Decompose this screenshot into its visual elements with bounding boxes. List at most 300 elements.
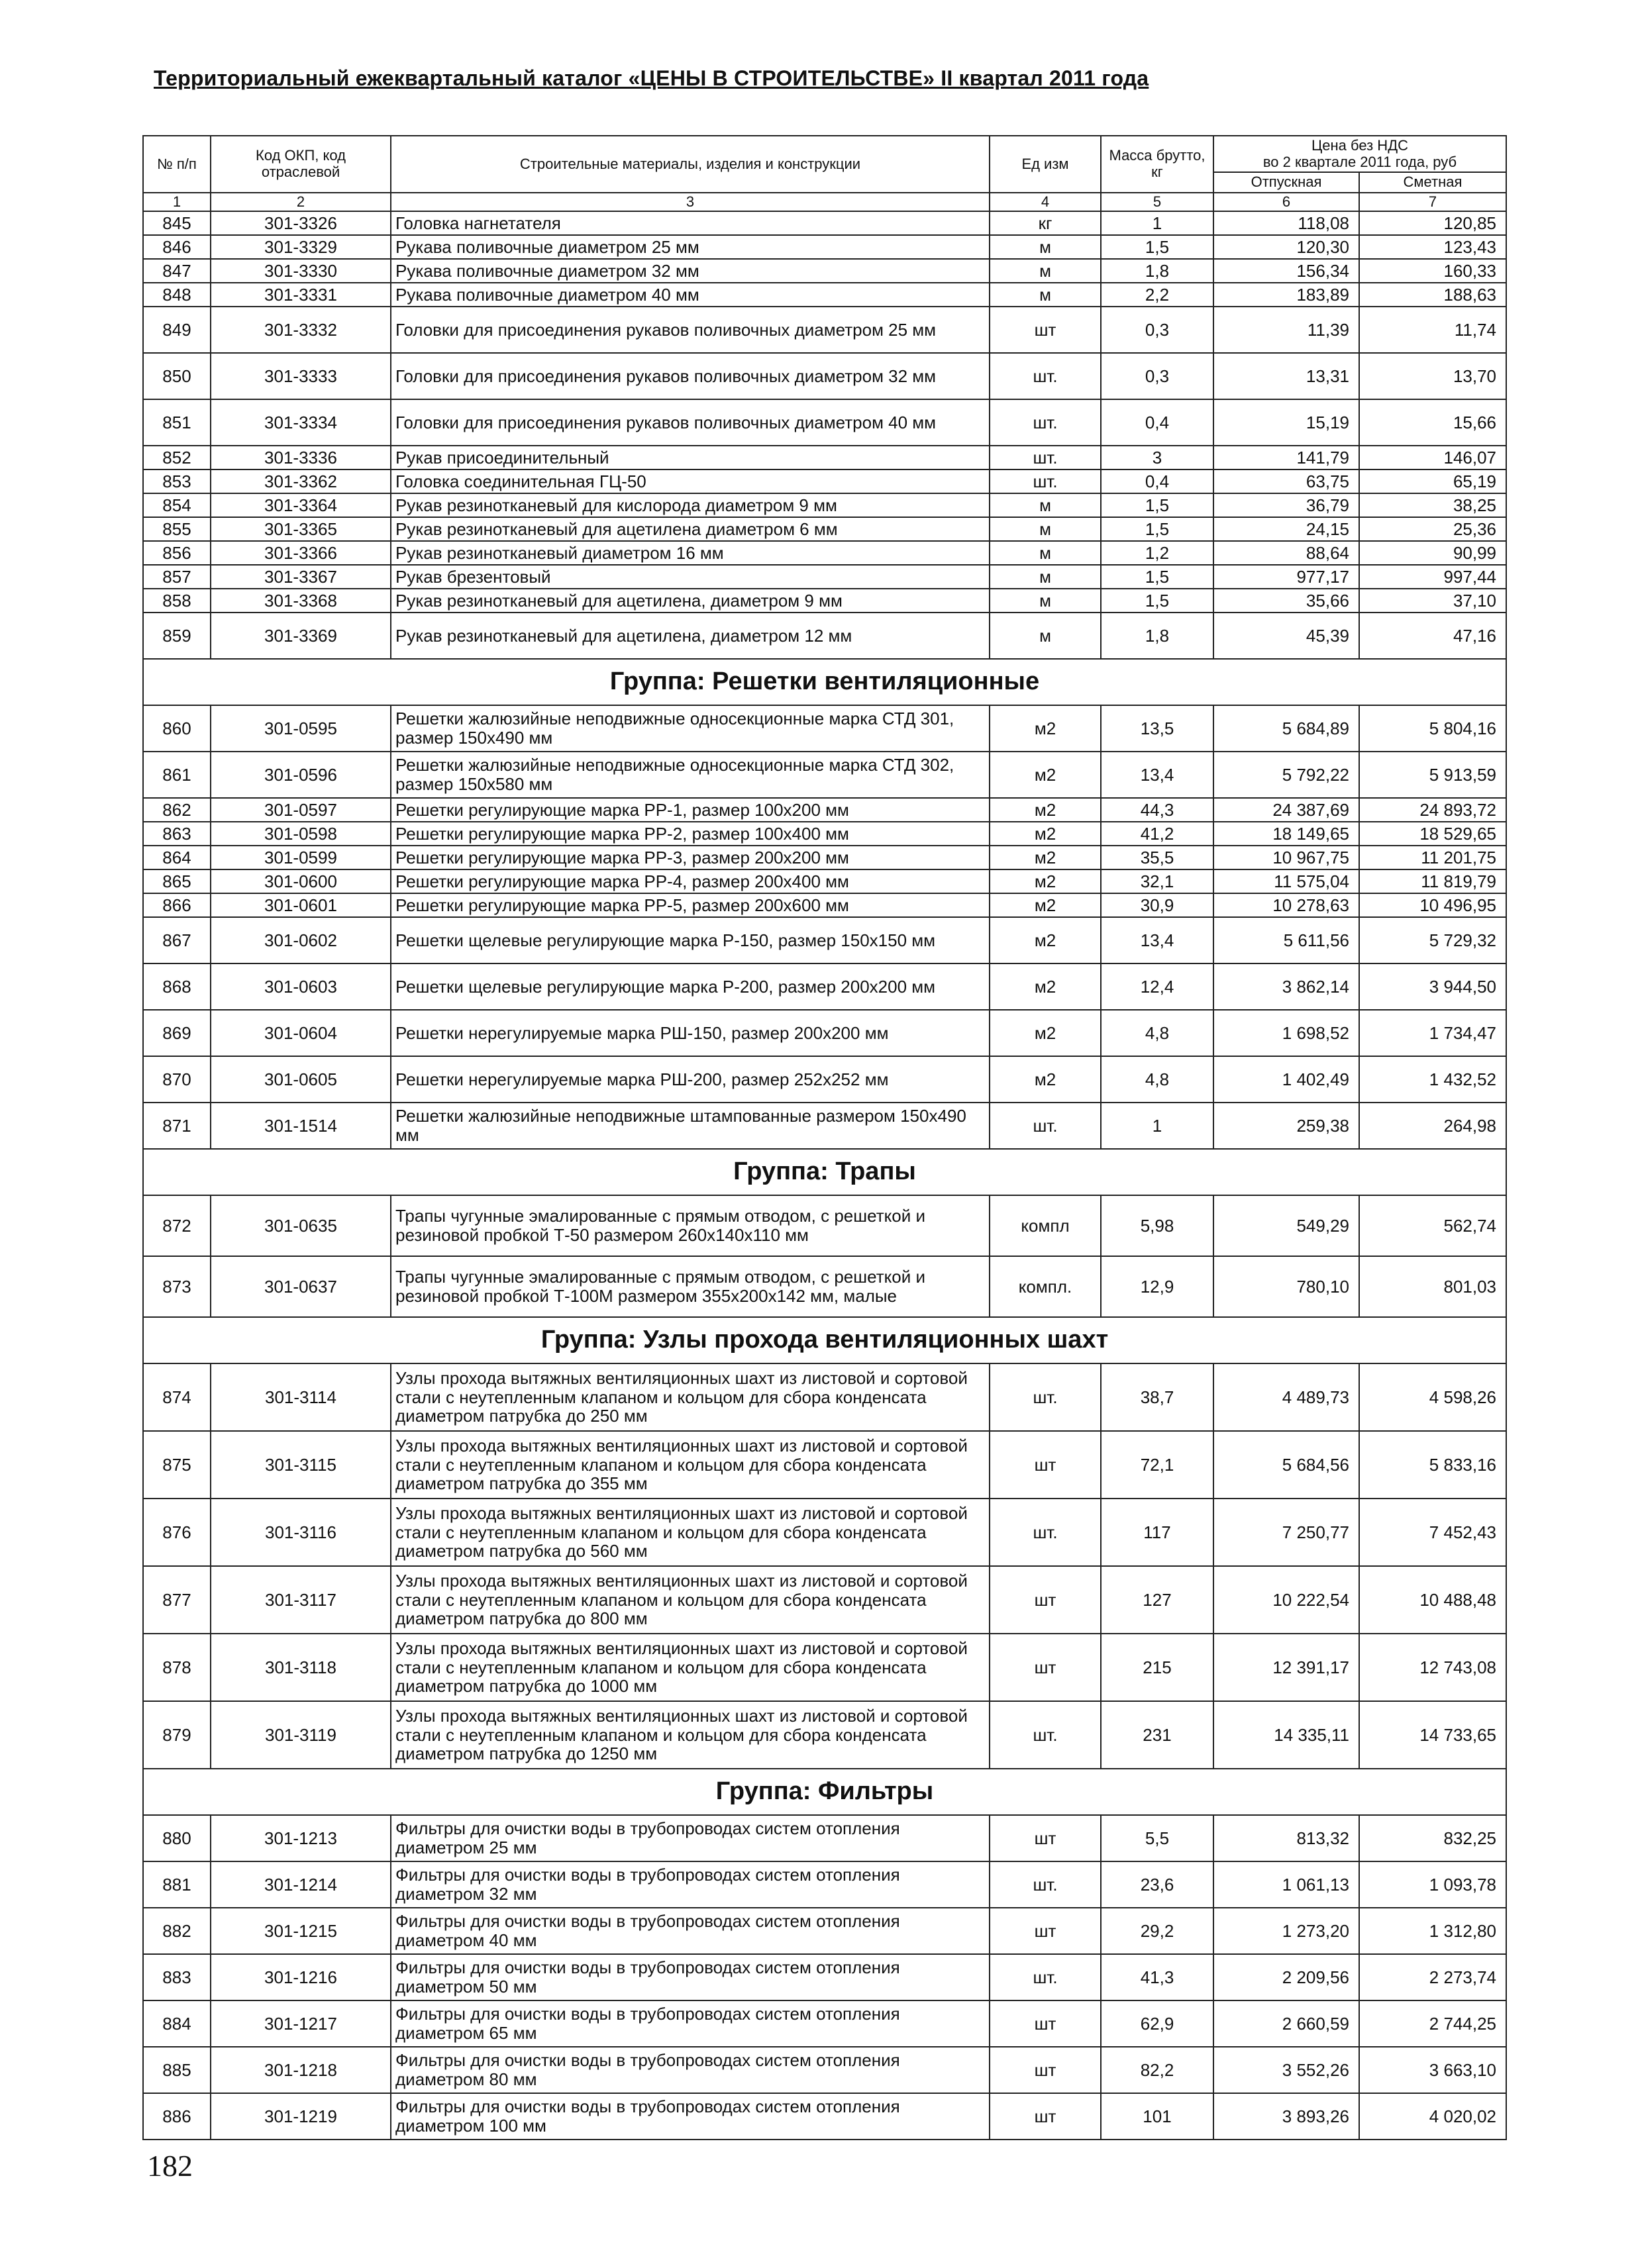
- cell-price-estimate: 12 743,08: [1359, 1634, 1506, 1701]
- cell-name: Рукава поливочные диаметром 25 мм: [391, 235, 990, 259]
- table-row: [143, 1634, 1506, 1701]
- cell-code: 301-1216: [211, 1954, 391, 2000]
- cell-mass: 5,5: [1101, 1815, 1213, 1861]
- table-row: [143, 2047, 1506, 2093]
- cell-name: Рукав резинотканевый для ацетилена диаметром 6 мм: [391, 517, 990, 541]
- cell-name: Решетки жалюзийные неподвижные односекционные марка СТД 301, размер 150х490 мм: [391, 705, 990, 752]
- cell-name: Фильтры для очистки воды в трубопроводах систем отопления диаметром 65 мм: [391, 2000, 990, 2047]
- cell-no: 883: [143, 1954, 211, 2000]
- cell-price-release: 35,66: [1213, 589, 1359, 613]
- cell-code: 301-0602: [211, 917, 391, 963]
- cell-name: Рукав резинотканевый для ацетилена, диаметром 12 мм: [391, 613, 990, 659]
- cell-no: 882: [143, 1908, 211, 1954]
- cell-no: 857: [143, 565, 211, 589]
- cell-unit: шт.: [990, 1499, 1101, 1566]
- table-row: [143, 963, 1506, 1010]
- price-table: [142, 135, 1507, 2140]
- cell-price-release: 141,79: [1213, 446, 1359, 469]
- cell-name: Решетки жалюзийные неподвижные штампованные размером 150х490 мм: [391, 1103, 990, 1149]
- cell-unit: м2: [990, 752, 1101, 798]
- cell-price-release: 11 575,04: [1213, 869, 1359, 893]
- table-row: [143, 798, 1506, 822]
- cell-mass: 29,2: [1101, 1908, 1213, 1954]
- cell-name: Головка соединительная ГЦ-50: [391, 469, 990, 493]
- cell-no: 874: [143, 1363, 211, 1431]
- cell-mass: 1,5: [1101, 235, 1213, 259]
- cell-price-release: 45,39: [1213, 613, 1359, 659]
- cell-no: 850: [143, 353, 211, 399]
- cell-mass: 4,8: [1101, 1010, 1213, 1056]
- cell-code: 301-3367: [211, 565, 391, 589]
- cell-price-release: 10 967,75: [1213, 846, 1359, 869]
- cell-no: 875: [143, 1431, 211, 1499]
- cell-code: 301-0598: [211, 822, 391, 846]
- cell-no: 872: [143, 1195, 211, 1256]
- cell-unit: шт.: [990, 1954, 1101, 2000]
- cell-mass: 44,3: [1101, 798, 1213, 822]
- table-row: [143, 893, 1506, 917]
- table-row: [143, 1815, 1506, 1861]
- cell-no: 846: [143, 235, 211, 259]
- cell-code: 301-0595: [211, 705, 391, 752]
- cell-mass: 3: [1101, 446, 1213, 469]
- cell-code: 301-0637: [211, 1256, 391, 1317]
- cell-unit: шт.: [990, 1701, 1101, 1769]
- cell-code: 301-0601: [211, 893, 391, 917]
- cell-price-estimate: 11,74: [1359, 307, 1506, 353]
- cell-code: 301-1213: [211, 1815, 391, 1861]
- table-row: [143, 822, 1506, 846]
- page-title: Территориальный ежеквартальный каталог «ЦЕНЫ В СТРОИТЕЛЬСТВЕ» II квартал 2011 года: [154, 66, 1149, 90]
- table-row: [143, 1954, 1506, 2000]
- cell-name: Решетки нерегулируемые марка РШ-200, размер 252х252 мм: [391, 1056, 990, 1103]
- cell-price-estimate: 24 893,72: [1359, 798, 1506, 822]
- cell-code: 301-0605: [211, 1056, 391, 1103]
- cell-name: Решетки регулирующие марка РР-4, размер 200х400 мм: [391, 869, 990, 893]
- column-number: 1: [143, 193, 211, 211]
- table-row: [143, 307, 1506, 353]
- cell-price-estimate: 11 201,75: [1359, 846, 1506, 869]
- cell-price-release: 3 862,14: [1213, 963, 1359, 1010]
- cell-no: 847: [143, 259, 211, 283]
- cell-price-estimate: 13,70: [1359, 353, 1506, 399]
- cell-code: 301-3118: [211, 1634, 391, 1701]
- cell-no: 861: [143, 752, 211, 798]
- cell-name: Рукава поливочные диаметром 40 мм: [391, 283, 990, 307]
- cell-no: 849: [143, 307, 211, 353]
- group-header-row: [143, 1317, 1506, 1363]
- cell-code: 301-3364: [211, 493, 391, 517]
- cell-price-release: 3 893,26: [1213, 2093, 1359, 2140]
- cell-price-estimate: 264,98: [1359, 1103, 1506, 1149]
- table-row: [143, 1566, 1506, 1634]
- cell-price-estimate: 1 312,80: [1359, 1908, 1506, 1954]
- cell-name: Рукав брезентовый: [391, 565, 990, 589]
- table-row: [143, 283, 1506, 307]
- table-row: [143, 2000, 1506, 2047]
- cell-price-estimate: 5 833,16: [1359, 1431, 1506, 1499]
- cell-name: Решетки жалюзийные неподвижные односекционные марка СТД 302, размер 150х580 мм: [391, 752, 990, 798]
- cell-no: 852: [143, 446, 211, 469]
- cell-price-release: 5 684,56: [1213, 1431, 1359, 1499]
- cell-unit: м: [990, 259, 1101, 283]
- cell-mass: 35,5: [1101, 846, 1213, 869]
- cell-price-release: 24,15: [1213, 517, 1359, 541]
- cell-code: 301-0599: [211, 846, 391, 869]
- cell-code: 301-3116: [211, 1499, 391, 1566]
- cell-unit: шт: [990, 1908, 1101, 1954]
- cell-name: Решетки регулирующие марка РР-2, размер 100х400 мм: [391, 822, 990, 846]
- cell-mass: 1,5: [1101, 517, 1213, 541]
- cell-no: 851: [143, 399, 211, 446]
- cell-price-release: 1 273,20: [1213, 1908, 1359, 1954]
- cell-price-estimate: 18 529,65: [1359, 822, 1506, 846]
- table-header-row: [143, 136, 1506, 172]
- cell-mass: 13,4: [1101, 752, 1213, 798]
- cell-code: 301-1514: [211, 1103, 391, 1149]
- cell-no: 854: [143, 493, 211, 517]
- cell-unit: шт: [990, 1815, 1101, 1861]
- cell-unit: м: [990, 283, 1101, 307]
- cell-name: Рукав резинотканевый диаметром 16 мм: [391, 541, 990, 565]
- cell-no: 853: [143, 469, 211, 493]
- cell-mass: 41,3: [1101, 1954, 1213, 2000]
- cell-price-release: 10 278,63: [1213, 893, 1359, 917]
- cell-price-estimate: 10 496,95: [1359, 893, 1506, 917]
- cell-price-estimate: 120,85: [1359, 211, 1506, 235]
- cell-price-release: 3 552,26: [1213, 2047, 1359, 2093]
- cell-price-estimate: 160,33: [1359, 259, 1506, 283]
- cell-mass: 1,5: [1101, 565, 1213, 589]
- cell-price-estimate: 38,25: [1359, 493, 1506, 517]
- cell-no: 878: [143, 1634, 211, 1701]
- cell-price-estimate: 65,19: [1359, 469, 1506, 493]
- cell-price-estimate: 562,74: [1359, 1195, 1506, 1256]
- cell-price-estimate: 5 913,59: [1359, 752, 1506, 798]
- cell-unit: шт: [990, 2093, 1101, 2140]
- table-row: [143, 1103, 1506, 1149]
- cell-unit: м2: [990, 822, 1101, 846]
- cell-unit: м2: [990, 917, 1101, 963]
- cell-code: 301-3336: [211, 446, 391, 469]
- cell-name: Трапы чугунные эмалированные с прямым отводом, с решеткой и резиновой пробкой Т-100М размером 355х200х142 мм, малые: [391, 1256, 990, 1317]
- cell-unit: шт: [990, 2000, 1101, 2047]
- table-row: [143, 613, 1506, 659]
- cell-price-release: 12 391,17: [1213, 1634, 1359, 1701]
- cell-price-release: 5 611,56: [1213, 917, 1359, 963]
- cell-no: 848: [143, 283, 211, 307]
- header-name: Строительные материалы, изделия и конструкции: [391, 136, 990, 193]
- cell-mass: 1: [1101, 211, 1213, 235]
- cell-code: 301-3119: [211, 1701, 391, 1769]
- cell-mass: 1: [1101, 1103, 1213, 1149]
- cell-mass: 0,3: [1101, 353, 1213, 399]
- column-number: 3: [391, 193, 990, 211]
- cell-no: 881: [143, 1861, 211, 1908]
- cell-price-release: 156,34: [1213, 259, 1359, 283]
- page-number: 182: [147, 2149, 193, 2183]
- cell-price-release: 36,79: [1213, 493, 1359, 517]
- cell-mass: 4,8: [1101, 1056, 1213, 1103]
- cell-no: 855: [143, 517, 211, 541]
- cell-code: 301-3329: [211, 235, 391, 259]
- cell-unit: м: [990, 565, 1101, 589]
- cell-mass: 12,9: [1101, 1256, 1213, 1317]
- cell-code: 301-3114: [211, 1363, 391, 1431]
- cell-mass: 38,7: [1101, 1363, 1213, 1431]
- cell-price-estimate: 2 744,25: [1359, 2000, 1506, 2047]
- cell-unit: шт: [990, 2047, 1101, 2093]
- cell-unit: м2: [990, 798, 1101, 822]
- cell-code: 301-3330: [211, 259, 391, 283]
- cell-unit: м2: [990, 963, 1101, 1010]
- group-title: Группа: Решетки вентиляционные: [143, 659, 1506, 705]
- cell-unit: шт.: [990, 353, 1101, 399]
- cell-price-release: 15,19: [1213, 399, 1359, 446]
- cell-code: 301-3115: [211, 1431, 391, 1499]
- cell-price-estimate: 7 452,43: [1359, 1499, 1506, 1566]
- cell-code: 301-3362: [211, 469, 391, 493]
- cell-unit: м2: [990, 705, 1101, 752]
- cell-code: 301-3334: [211, 399, 391, 446]
- table-row: [143, 565, 1506, 589]
- cell-mass: 0,4: [1101, 399, 1213, 446]
- cell-no: 876: [143, 1499, 211, 1566]
- cell-price-release: 11,39: [1213, 307, 1359, 353]
- cell-price-release: 14 335,11: [1213, 1701, 1359, 1769]
- cell-code: 301-3117: [211, 1566, 391, 1634]
- cell-mass: 72,1: [1101, 1431, 1213, 1499]
- cell-code: 301-3366: [211, 541, 391, 565]
- cell-mass: 30,9: [1101, 893, 1213, 917]
- group-header-row: [143, 1769, 1506, 1815]
- cell-no: 858: [143, 589, 211, 613]
- table-row: [143, 353, 1506, 399]
- cell-name: Решетки регулирующие марка РР-3, размер 200х200 мм: [391, 846, 990, 869]
- cell-code: 301-0604: [211, 1010, 391, 1056]
- cell-name: Фильтры для очистки воды в трубопроводах систем отопления диаметром 80 мм: [391, 2047, 990, 2093]
- cell-unit: шт: [990, 1634, 1101, 1701]
- cell-code: 301-3365: [211, 517, 391, 541]
- cell-price-estimate: 188,63: [1359, 283, 1506, 307]
- cell-unit: шт.: [990, 399, 1101, 446]
- cell-no: 879: [143, 1701, 211, 1769]
- cell-mass: 1,5: [1101, 589, 1213, 613]
- cell-name: Рукав резинотканевый для кислорода диаметром 9 мм: [391, 493, 990, 517]
- table-row: [143, 1861, 1506, 1908]
- cell-mass: 215: [1101, 1634, 1213, 1701]
- cell-unit: шт.: [990, 1103, 1101, 1149]
- cell-code: 301-0596: [211, 752, 391, 798]
- cell-price-release: 13,31: [1213, 353, 1359, 399]
- cell-name: Головки для присоединения рукавов поливочных диаметром 32 мм: [391, 353, 990, 399]
- cell-price-estimate: 4 598,26: [1359, 1363, 1506, 1431]
- cell-code: 301-3331: [211, 283, 391, 307]
- cell-mass: 1,8: [1101, 613, 1213, 659]
- cell-name: Рукав резинотканевый для ацетилена, диаметром 9 мм: [391, 589, 990, 613]
- cell-mass: 5,98: [1101, 1195, 1213, 1256]
- cell-unit: шт: [990, 307, 1101, 353]
- cell-unit: шт.: [990, 1861, 1101, 1908]
- group-title: Группа: Трапы: [143, 1149, 1506, 1195]
- cell-no: 869: [143, 1010, 211, 1056]
- cell-price-release: 4 489,73: [1213, 1363, 1359, 1431]
- cell-name: Решетки регулирующие марка РР-1, размер 100х200 мм: [391, 798, 990, 822]
- cell-mass: 23,6: [1101, 1861, 1213, 1908]
- cell-name: Решетки щелевые регулирующие марка Р-150, размер 150х150 мм: [391, 917, 990, 963]
- cell-mass: 1,5: [1101, 493, 1213, 517]
- cell-price-release: 780,10: [1213, 1256, 1359, 1317]
- cell-code: 301-0600: [211, 869, 391, 893]
- cell-code: 301-0603: [211, 963, 391, 1010]
- cell-unit: шт: [990, 1566, 1101, 1634]
- cell-mass: 13,5: [1101, 705, 1213, 752]
- cell-price-release: 24 387,69: [1213, 798, 1359, 822]
- cell-price-estimate: 2 273,74: [1359, 1954, 1506, 2000]
- cell-price-estimate: 37,10: [1359, 589, 1506, 613]
- cell-unit: м: [990, 517, 1101, 541]
- cell-no: 856: [143, 541, 211, 565]
- cell-no: 870: [143, 1056, 211, 1103]
- cell-mass: 231: [1101, 1701, 1213, 1769]
- cell-code: 301-1219: [211, 2093, 391, 2140]
- cell-no: 868: [143, 963, 211, 1010]
- cell-mass: 62,9: [1101, 2000, 1213, 2047]
- cell-price-estimate: 5 729,32: [1359, 917, 1506, 963]
- cell-unit: шт.: [990, 1363, 1101, 1431]
- cell-mass: 0,3: [1101, 307, 1213, 353]
- table-row: [143, 2093, 1506, 2140]
- column-number: 5: [1101, 193, 1213, 211]
- group-title: Группа: Фильтры: [143, 1769, 1506, 1815]
- cell-price-estimate: 832,25: [1359, 1815, 1506, 1861]
- cell-unit: м2: [990, 846, 1101, 869]
- table-row: [143, 1499, 1506, 1566]
- table-row: [143, 917, 1506, 963]
- table-row: [143, 1431, 1506, 1499]
- cell-no: 880: [143, 1815, 211, 1861]
- cell-name: Узлы прохода вытяжных вентиляционных шахт из листовой и сортовой стали с неутепленным клапаном и кольцом для сбора конденсата диаметром патрубка до 800 мм: [391, 1566, 990, 1634]
- cell-price-release: 5 792,22: [1213, 752, 1359, 798]
- group-header-row: [143, 659, 1506, 705]
- cell-mass: 82,2: [1101, 2047, 1213, 2093]
- table-row: [143, 517, 1506, 541]
- table-row: [143, 1701, 1506, 1769]
- cell-unit: шт: [990, 1431, 1101, 1499]
- cell-mass: 32,1: [1101, 869, 1213, 893]
- cell-unit: шт.: [990, 469, 1101, 493]
- cell-code: 301-3368: [211, 589, 391, 613]
- cell-code: 301-3333: [211, 353, 391, 399]
- cell-name: Трапы чугунные эмалированные с прямым отводом, с решеткой и резиновой пробкой Т-50 размером 260х140х110 мм: [391, 1195, 990, 1256]
- cell-price-estimate: 11 819,79: [1359, 869, 1506, 893]
- group-header-row: [143, 1149, 1506, 1195]
- cell-unit: шт.: [990, 446, 1101, 469]
- cell-no: 865: [143, 869, 211, 893]
- cell-name: Узлы прохода вытяжных вентиляционных шахт из листовой и сортовой стали с неутепленным клапаном и кольцом для сбора конденсата диаметром патрубка до 250 мм: [391, 1363, 990, 1431]
- cell-name: Головки для присоединения рукавов поливочных диаметром 25 мм: [391, 307, 990, 353]
- cell-price-release: 2 209,56: [1213, 1954, 1359, 2000]
- cell-code: 301-0635: [211, 1195, 391, 1256]
- column-number: 2: [211, 193, 391, 211]
- header-price-line1: Цена без НДС: [1311, 137, 1408, 154]
- cell-no: 859: [143, 613, 211, 659]
- cell-mass: 101: [1101, 2093, 1213, 2140]
- cell-price-estimate: 123,43: [1359, 235, 1506, 259]
- cell-mass: 0,4: [1101, 469, 1213, 493]
- cell-price-release: 1 698,52: [1213, 1010, 1359, 1056]
- cell-no: 873: [143, 1256, 211, 1317]
- cell-mass: 41,2: [1101, 822, 1213, 846]
- header-price: [1213, 136, 1506, 172]
- cell-price-release: 63,75: [1213, 469, 1359, 493]
- table-row: [143, 1195, 1506, 1256]
- cell-unit: компл: [990, 1195, 1101, 1256]
- cell-mass: 127: [1101, 1566, 1213, 1634]
- table-row: [143, 1010, 1506, 1056]
- header-price-estimate: Сметная: [1359, 172, 1506, 193]
- cell-price-release: 977,17: [1213, 565, 1359, 589]
- cell-price-release: 18 149,65: [1213, 822, 1359, 846]
- cell-price-estimate: 5 804,16: [1359, 705, 1506, 752]
- cell-price-estimate: 3 663,10: [1359, 2047, 1506, 2093]
- header-code: Код ОКП, код отраслевой: [211, 136, 391, 193]
- cell-no: 877: [143, 1566, 211, 1634]
- cell-mass: 2,2: [1101, 283, 1213, 307]
- group-title: Группа: Узлы прохода вентиляционных шахт: [143, 1317, 1506, 1363]
- header-unit: Ед изм: [990, 136, 1101, 193]
- cell-price-estimate: 997,44: [1359, 565, 1506, 589]
- cell-no: 845: [143, 211, 211, 235]
- cell-code: 301-3332: [211, 307, 391, 353]
- cell-price-estimate: 25,36: [1359, 517, 1506, 541]
- cell-name: Фильтры для очистки воды в трубопроводах систем отопления диаметром 40 мм: [391, 1908, 990, 1954]
- cell-price-release: 118,08: [1213, 211, 1359, 235]
- cell-unit: м: [990, 589, 1101, 613]
- table-row: [143, 705, 1506, 752]
- cell-price-estimate: 4 020,02: [1359, 2093, 1506, 2140]
- table-row: [143, 752, 1506, 798]
- cell-no: 860: [143, 705, 211, 752]
- cell-code: 301-1217: [211, 2000, 391, 2047]
- cell-name: Головки для присоединения рукавов поливочных диаметром 40 мм: [391, 399, 990, 446]
- cell-name: Решетки щелевые регулирующие марка Р-200, размер 200х200 мм: [391, 963, 990, 1010]
- table-row: [143, 469, 1506, 493]
- table-row: [143, 541, 1506, 565]
- cell-code: 301-1215: [211, 1908, 391, 1954]
- table-row: [143, 446, 1506, 469]
- cell-unit: м: [990, 235, 1101, 259]
- cell-unit: м2: [990, 1056, 1101, 1103]
- cell-price-estimate: 1 734,47: [1359, 1010, 1506, 1056]
- cell-no: 871: [143, 1103, 211, 1149]
- cell-name: Рукав присоединительный: [391, 446, 990, 469]
- cell-name: Узлы прохода вытяжных вентиляционных шахт из листовой и сортовой стали с неутепленным клапаном и кольцом для сбора конденсата диаметром патрубка до 1000 мм: [391, 1634, 990, 1701]
- table-row: [143, 259, 1506, 283]
- cell-unit: м: [990, 613, 1101, 659]
- cell-unit: м2: [990, 869, 1101, 893]
- cell-unit: компл.: [990, 1256, 1101, 1317]
- cell-code: 301-1218: [211, 2047, 391, 2093]
- cell-name: Решетки регулирующие марка РР-5, размер 200х600 мм: [391, 893, 990, 917]
- cell-price-release: 5 684,89: [1213, 705, 1359, 752]
- cell-price-release: 549,29: [1213, 1195, 1359, 1256]
- cell-price-estimate: 1 093,78: [1359, 1861, 1506, 1908]
- cell-price-release: 183,89: [1213, 283, 1359, 307]
- cell-price-estimate: 47,16: [1359, 613, 1506, 659]
- header-no: № п/п: [143, 136, 211, 193]
- cell-price-estimate: 1 432,52: [1359, 1056, 1506, 1103]
